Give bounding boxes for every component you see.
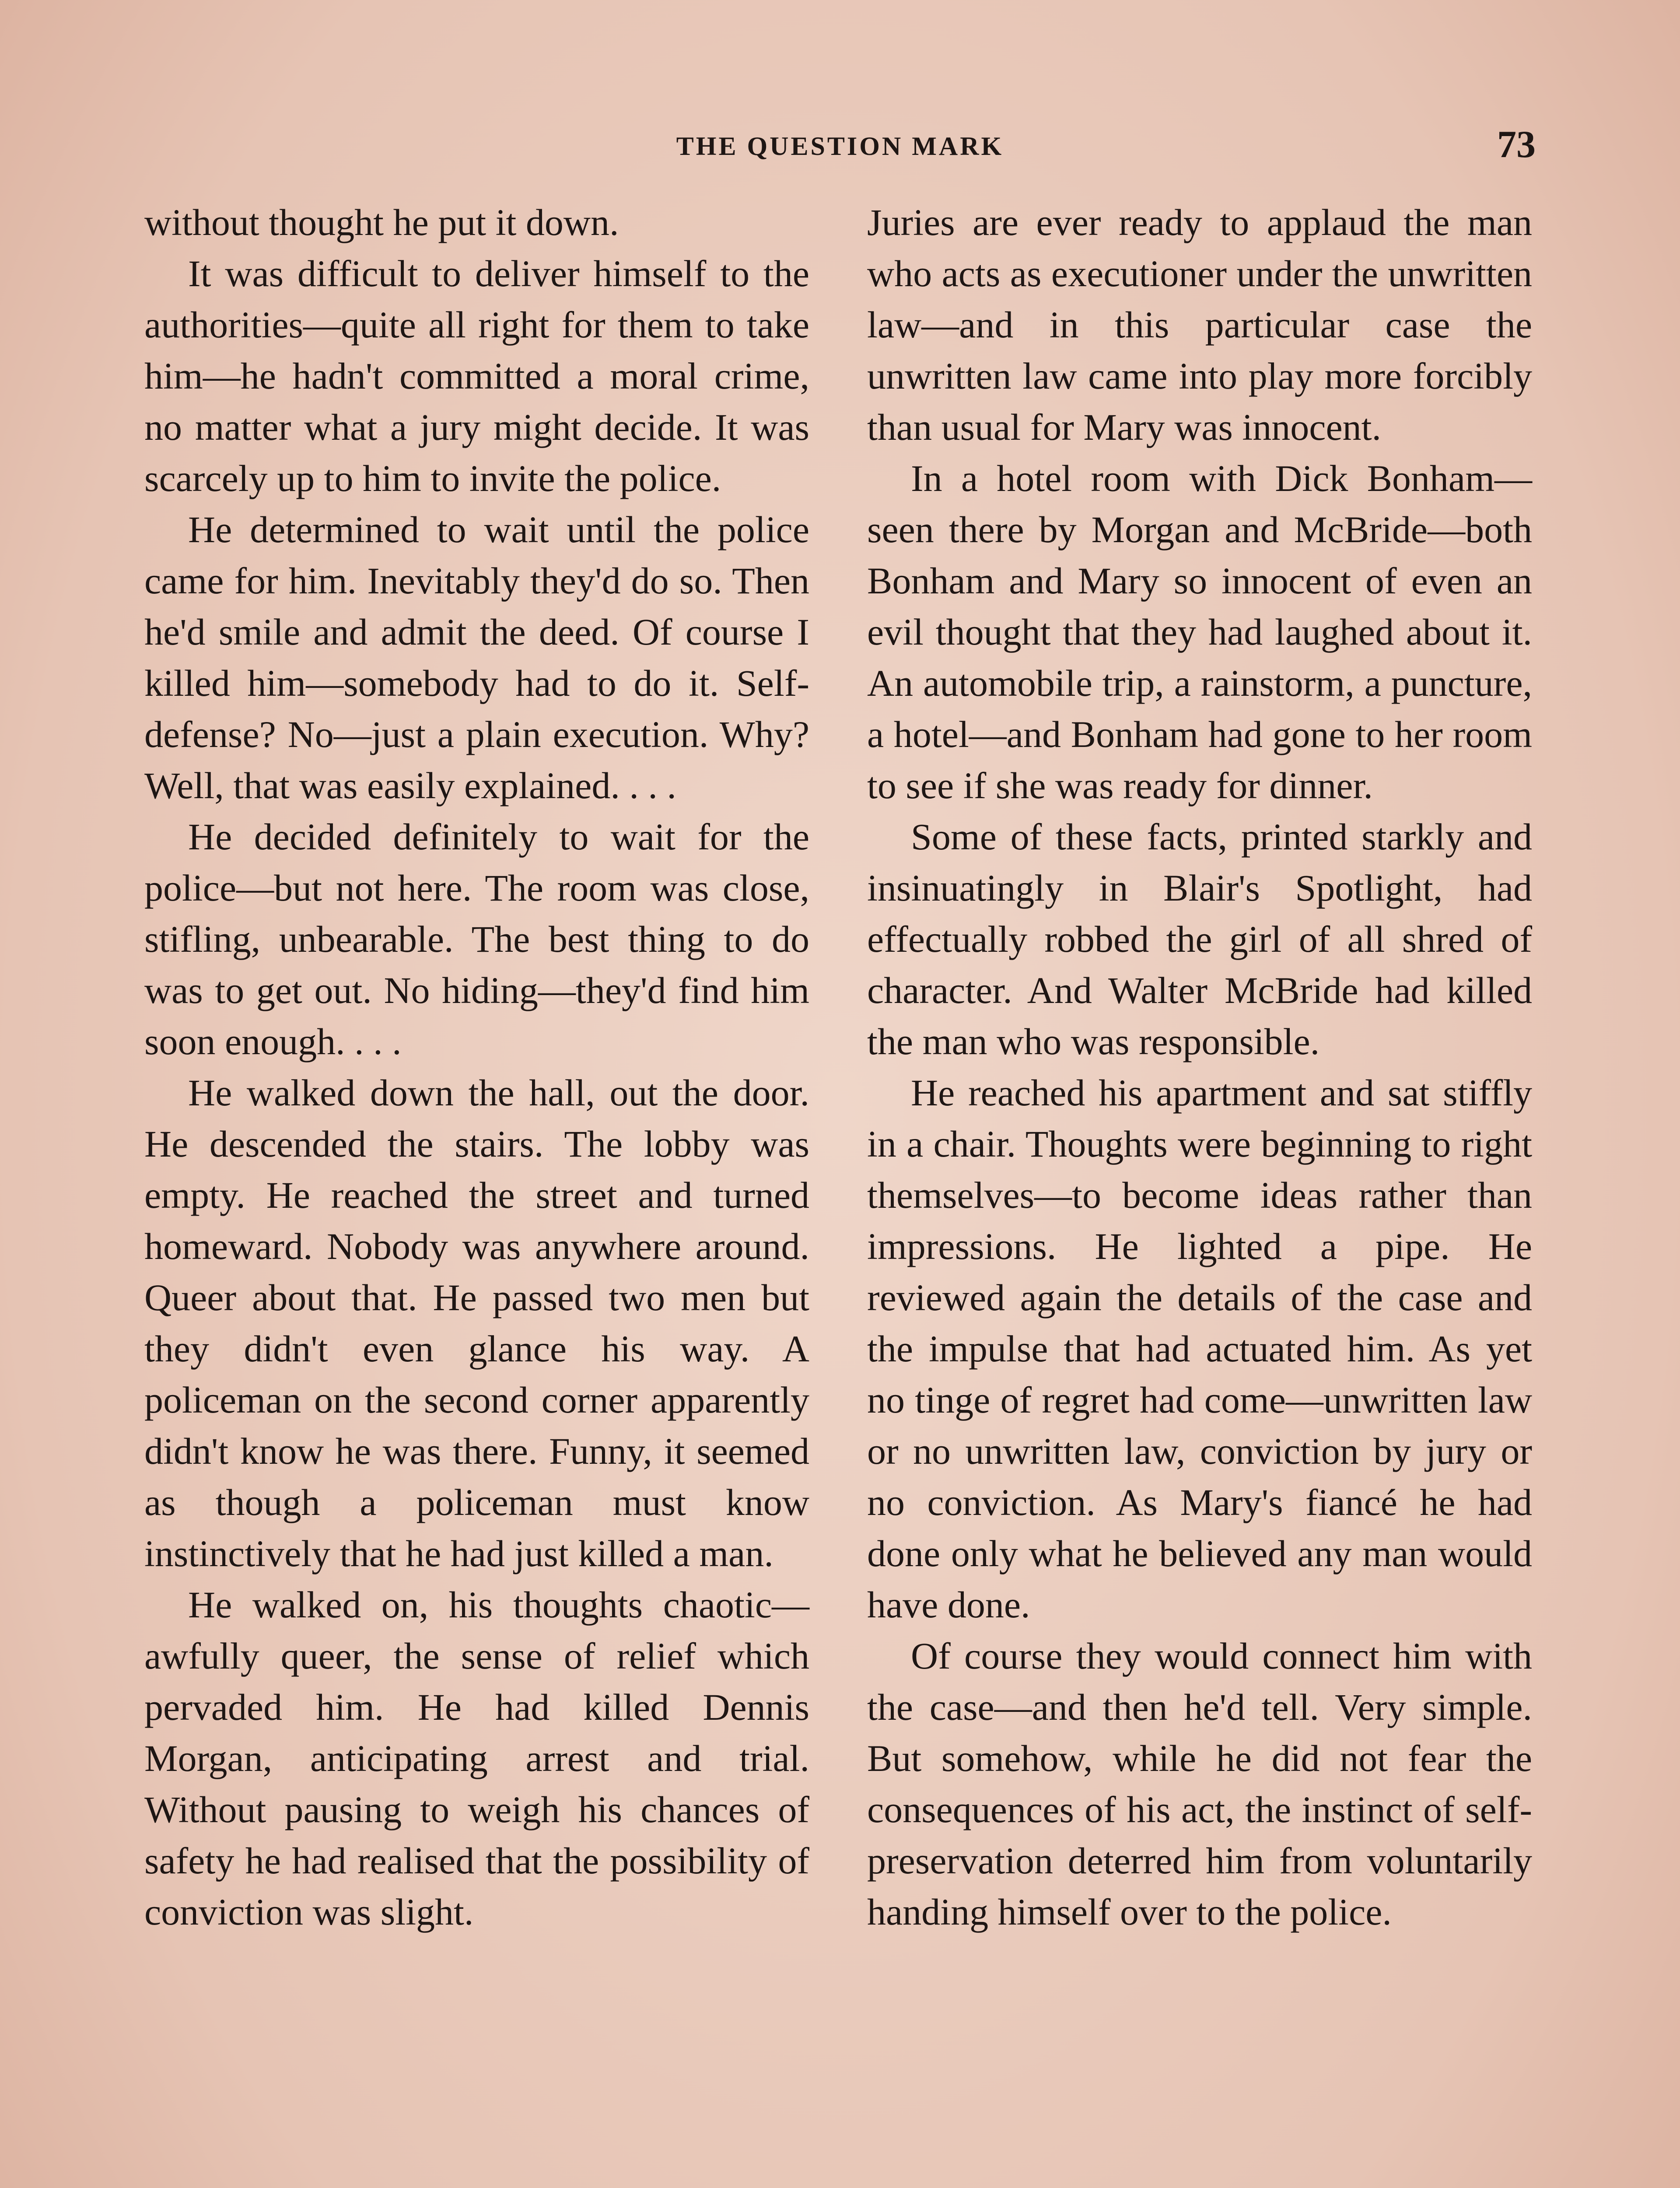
paragraph: He determined to wait until the police came for him. Inevitably they'd do so. Then he'd smile and admit the deed. Of course I killed him—somebody had to do it. Self-defense? No—just a plain execution. Why? Well, that was easily explained. . . . xyxy=(144,508,809,806)
left-column xyxy=(144,197,809,1938)
paragraph: Juries are ever ready to applaud the man who acts as executioner under the unwritten law—and in this particular case the unwritten law came into play more forcibly than usual for Mary was innocent. xyxy=(867,201,1532,448)
paragraph: In a hotel room with Dick Bonham—seen there by Morgan and McBride—both Bonham and Mary so innocent of even an evil thought that they had laughed about it. An automobile trip, a rainstorm, a puncture, a hotel—and Bonham had gone to her room to see if she was ready for dinner. xyxy=(867,457,1532,806)
paragraph: Of course they would connect him with the case—and then he'd tell. Very simple. But somehow, while he did not fear the consequences of his act, the instinct of self-preservation deterred him from voluntarily handing himself over to the police. xyxy=(867,1635,1532,1933)
paragraph: It was difficult to deliver himself to the authorities—quite all right for them to take him—he hadn't committed a moral crime, no matter what a jury might decide. It was scarcely up to him to invite the police. xyxy=(144,252,809,499)
paragraph: without thought he put it down. xyxy=(144,201,619,243)
paragraph: He reached his apartment and sat stiffly in a chair. Thoughts were beginning to right themselves—to become ideas rather than impressions. He lighted a pipe. He reviewed again the details of the case and the impulse that had actuated him. As yet no tinge of regret had come—unwritten law or no unwritten law, conviction by jury or no conviction. As Mary's fiancé he had done only what he believed any man would have done. xyxy=(867,1072,1532,1626)
page-header xyxy=(144,123,1536,184)
paragraph: He decided definitely to wait for the police—but not here. The room was close, stifling, unbearable. The best thing to do was to get out. No hiding—they'd find him soon enough. . . . xyxy=(144,816,809,1062)
paragraph: He walked on, his thoughts chaotic—awfully queer, the sense of relief which pervaded him. He had killed Dennis Morgan, anticipating arrest and trial. Without pausing to weigh his chances of safety he had realised that the possibility of conviction was slight. xyxy=(144,1584,809,1933)
paragraph: He walked down the hall, out the door. He descended the stairs. The lobby was empty. He reached the street and turned homeward. Nobody was anywhere around. Queer about that. He passed two men but they didn't even glance his way. A policeman on the second corner apparently didn't know he was there. Funny, it seemed as though a policeman must know instinctively that he had just killed a man. xyxy=(144,1072,809,1574)
running-title: THE QUESTION MARK xyxy=(676,132,1004,161)
right-column xyxy=(867,197,1532,1938)
paragraph: Some of these facts, printed starkly and insinuatingly in Blair's Spotlight, had effectually robbed the girl of all shred of character. And Walter McBride had killed the man who was responsible. xyxy=(867,816,1532,1062)
page-number: 73 xyxy=(1497,123,1536,166)
